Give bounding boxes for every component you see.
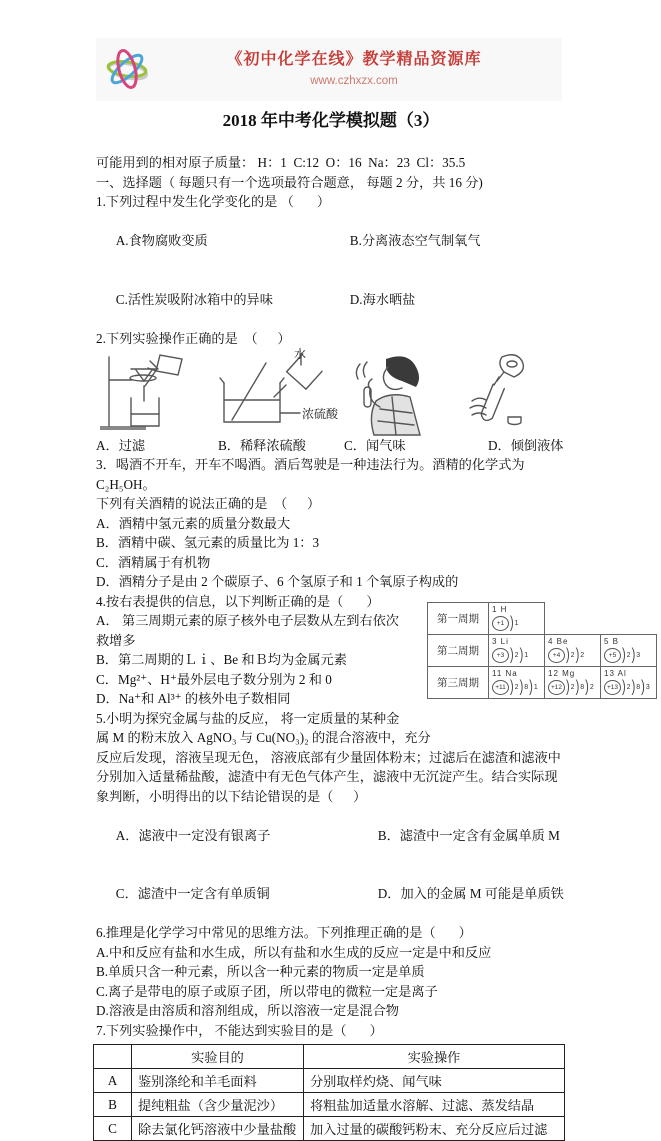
electron-shell-arc: ): [575, 646, 580, 664]
electron-count: 2: [570, 683, 575, 691]
electron-shell-arc: ): [631, 678, 636, 696]
element-number-symbol: 4 Be: [548, 636, 569, 646]
q1-option-c: C.活性炭吸附冰箱中的异味: [115, 291, 273, 307]
electron-shell-arc: ): [631, 646, 636, 664]
q1-options-ab: [96, 212, 566, 271]
banner-text-block: [156, 46, 552, 87]
electron-shell-arc: ): [510, 614, 514, 632]
q7-table-row-b: [94, 1093, 565, 1117]
pour-liquid-illustration: [452, 351, 536, 431]
section-heading: 一、选择题（ 每题只有一个选项最符合题意， 每题 2 分，共 16 分): [96, 174, 483, 190]
q4-option-b: B．第二周期的Ｌｉ、Be 和Ｂ均为金属元素: [96, 652, 347, 667]
q7-stem: 7.下列实验操作中， 不能达到实验目的是（ ）: [96, 1022, 383, 1038]
nucleus-charge: +13: [604, 680, 621, 695]
electron-count: 1: [524, 651, 529, 659]
periodic-table-row: [427, 634, 661, 667]
atom-structure-diagram: [492, 680, 542, 695]
element-number-symbol: 12 Mg: [548, 668, 576, 678]
nucleus-charge: +3: [492, 648, 509, 663]
q7-row-b-purpose: 提纯粗盐（含少量泥沙）: [132, 1093, 304, 1117]
q4-option-c: C．Mg²⁺、H⁺最外层电子数分别为 2 和 0: [96, 671, 332, 687]
q4-stem: 4.按右表提供的信息，以下判断正确的是（ ）: [96, 593, 380, 609]
nucleus-charge: +12: [548, 680, 565, 695]
electron-shell-arc: ): [566, 678, 570, 696]
q6-option-d: D.溶液是由溶质和溶剂组成，所以溶液一定是混合物: [96, 1003, 399, 1018]
element-cell: [488, 634, 545, 667]
electron-count: 3: [636, 651, 641, 659]
site-banner: [96, 38, 562, 101]
q3-option-a: A．酒精中氢元素的质量分数最大: [96, 515, 291, 531]
element-cell: [544, 666, 601, 699]
q7-header-operation: 实验操作: [304, 1045, 565, 1069]
banner-url: www.czhxzx.com: [310, 75, 398, 87]
q5-stem-line5: 象判断，小明得出的以下结论错误的是（ ）: [96, 788, 367, 804]
q3-option-c: C．酒精属于有机物: [96, 554, 211, 570]
element-number-symbol: 13 Al: [604, 668, 627, 678]
q5-option-a: A．滤液中一定没有银离子: [115, 827, 271, 843]
element-cell: [488, 602, 545, 635]
q7-row-b-label: B: [94, 1093, 132, 1117]
q4-option-a-line2: 救增多: [96, 632, 136, 648]
q7-row-a-operation: 分别取样灼烧、闻气味: [304, 1069, 565, 1093]
atomic-masses-line: 可能用到的相对原子质量： H：1 C:12 O：16 Na：23 Cl：35.5: [96, 155, 466, 170]
element-number-symbol: 11 Na: [492, 668, 518, 678]
q1-stem: 1.下列过程中发生化学变化的是 （ ）: [96, 194, 331, 209]
atom-structure-diagram: [548, 680, 598, 695]
nucleus-charge: +1: [492, 616, 509, 631]
smell-gas-illustration: [346, 351, 430, 435]
nucleus-charge: +11: [492, 680, 509, 695]
q4-option-d: D．Na⁺和 Al³⁺ 的核外电子数相同: [96, 691, 291, 706]
period-label: 第二周期: [427, 634, 489, 667]
q2-stem: 2.下列实验操作正确的是 （ ）: [96, 330, 291, 346]
q7-row-b-operation: 将粗盐加适量水溶解、过滤、蒸发结晶: [304, 1093, 565, 1117]
q5-options-cd: [96, 865, 566, 924]
q2-caption-d: D．倾倒液体: [488, 438, 564, 453]
q7-table-row-a: [94, 1069, 565, 1093]
electron-count: 8: [580, 683, 585, 691]
q5-stem-line2: 属 M 的粉末放入 AgNO₃ 与 Cu(NO₃)₂ 的混合溶液中，充分: [96, 730, 431, 745]
electron-shell-arc: ): [529, 678, 533, 696]
q3-stem-line2: 下列有关酒精的说法正确的是 （ ）: [96, 496, 321, 511]
q7-table-row-c: [94, 1117, 565, 1141]
q5-option-d: D．加入的金属 M 可能是单质铁: [377, 886, 564, 901]
q2-caption-a: A．过滤: [96, 438, 146, 453]
q2-captions: [96, 435, 566, 455]
electron-shell-arc: ): [585, 678, 589, 696]
electron-count: 8: [636, 683, 641, 691]
period-label: 第一周期: [427, 602, 489, 635]
atom-structure-diagram: [548, 648, 598, 663]
acid-label: 浓硫酸: [302, 407, 339, 421]
q7-row-c-label: C: [94, 1117, 132, 1141]
atom-structure-diagram: [604, 648, 654, 663]
q4-option-a-line1: A． 第三周期元素的原子核外电子层数从左到右依次: [96, 613, 399, 628]
q6-option-c: C.离子是带电的原子或原子团，所以带电的微粒一定是离子: [96, 983, 438, 999]
electron-count: 3: [645, 683, 650, 691]
q3-option-d: D．酒精分子是由 2 个碳原子、6 个氢原子和 1 个氧原子构成的: [96, 574, 459, 589]
period-label: 第三周期: [427, 666, 489, 699]
q7-header-blank: [94, 1045, 132, 1069]
element-number-symbol: 3 Li: [492, 636, 509, 646]
element-number-symbol: 5 B: [604, 636, 620, 646]
element-cell: [600, 666, 657, 699]
electron-count: 2: [570, 651, 575, 659]
electron-shell-arc: ): [519, 646, 524, 664]
water-label: 水: [294, 347, 307, 361]
electron-count: 2: [626, 683, 631, 691]
periodic-table-row: [427, 602, 661, 635]
nucleus-charge: +5: [604, 648, 621, 663]
electron-count: 8: [524, 683, 529, 691]
q1-option-b: B.分离液态空气制氧气: [349, 233, 481, 248]
q5-stem-line3: 反应后发现，溶液呈现无色， 溶液底部有少量固体粉末；过滤后在滤渣和滤液中: [96, 749, 561, 765]
q5-option-b: B．滤渣中一定含有金属单质 M: [377, 827, 560, 843]
atom-structure-diagram: [604, 680, 654, 695]
electron-shell-arc: ): [510, 646, 514, 664]
q7-row-c-purpose: 除去氯化钙溶液中少量盐酸: [132, 1117, 304, 1141]
electron-count: 2: [626, 651, 631, 659]
q3-stem-line1: 3．喝酒不开车，开车不喝酒。酒后驾驶是一种违法行为。酒精的化学式为C₂H₅OH。: [96, 457, 525, 492]
element-cell: [544, 634, 601, 667]
electron-count: 1: [533, 683, 538, 691]
q7-row-c-operation: 加入过量的碳酸钙粉末、充分反应后过滤: [304, 1117, 565, 1141]
q1-option-d: D.海水晒盐: [349, 291, 416, 307]
q7-table: [93, 1044, 565, 1141]
q7-row-a-label: A: [94, 1069, 132, 1093]
element-cell: [488, 666, 545, 699]
electron-shell-arc: ): [510, 678, 514, 696]
electron-count: 2: [580, 651, 585, 659]
filtration-illustration: [98, 351, 198, 433]
q6-stem: 6.推理是化学学习中常见的思维方法。下列推理正确的是（ ）: [96, 925, 472, 940]
q6-option-b: B.单质只含一种元素，所以含一种元素的物质一定是单质: [96, 964, 425, 979]
atom-structure-diagram: [492, 616, 542, 631]
electron-shell-arc: ): [622, 646, 626, 664]
q4-block: [96, 592, 650, 709]
electron-shell-arc: ): [575, 678, 580, 696]
q1-options-cd: [96, 270, 566, 329]
electron-count: 2: [589, 683, 594, 691]
banner-title: 《初中化学在线》教学精品资源库: [226, 51, 482, 68]
q5-options-ab: [96, 806, 566, 865]
electron-count: 1: [514, 619, 519, 627]
element-number-symbol: 1 H: [492, 604, 508, 614]
electron-shell-arc: ): [622, 678, 626, 696]
q5-option-c: C．滤渣中一定含有单质铜: [115, 886, 270, 901]
q6-option-a: A.中和反应有盐和水生成，所以有盐和水生成的反应一定是中和反应: [96, 944, 492, 960]
periodic-table-row: [427, 666, 661, 699]
periodic-table: [427, 602, 661, 699]
q7-row-a-purpose: 鉴别涤纶和羊毛面料: [132, 1069, 304, 1093]
q5-stem-line4: 分别加入适量稀盐酸，滤渣中有无色气体产生，滤液中无沉淀产生。结合实际现: [96, 769, 558, 784]
q7-table-header-row: [94, 1045, 565, 1069]
electron-shell-arc: ): [566, 646, 570, 664]
q2-figures: [96, 347, 566, 435]
q5-stem-line1: 5.小明为探究金属与盐的反应， 将一定质量的某种金: [96, 710, 400, 726]
q2-caption-b: B．稀释浓硫酸: [218, 438, 306, 453]
atom-structure-diagram: [492, 648, 542, 663]
q2-caption-c: C．闻气味: [344, 438, 406, 453]
q7-header-purpose: 实验目的: [132, 1045, 304, 1069]
q1-option-a: A.食物腐败变质: [115, 233, 208, 248]
electron-count: 2: [514, 651, 519, 659]
electron-shell-arc: ): [519, 678, 524, 696]
q3-option-b: B．酒精中碳、氢元素的质量比为 1：3: [96, 535, 320, 550]
element-cell: [600, 634, 657, 667]
document-body: [96, 106, 650, 1141]
nucleus-charge: +4: [548, 648, 565, 663]
electron-shell-arc: ): [641, 678, 645, 696]
atom-logo-icon: [103, 44, 151, 94]
document-title: 2018 年中考化学模拟题（3）: [222, 111, 440, 130]
electron-count: 2: [514, 683, 519, 691]
